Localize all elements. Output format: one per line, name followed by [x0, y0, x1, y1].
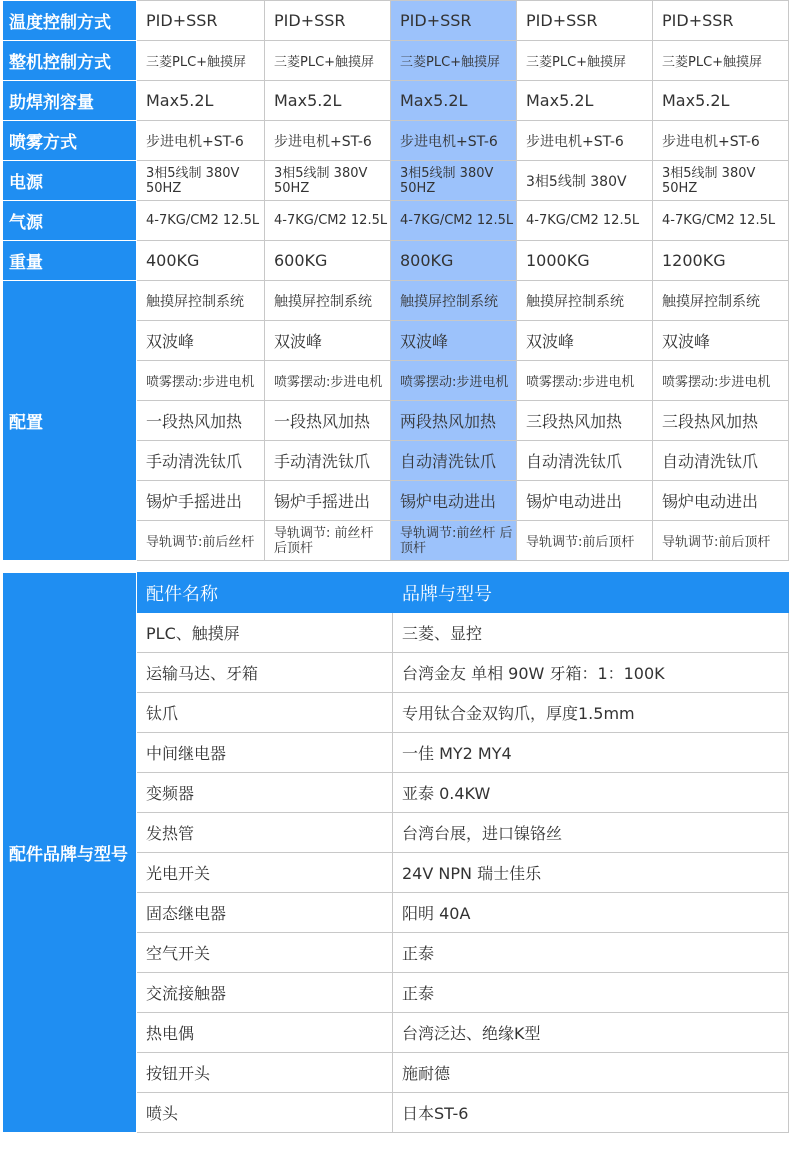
spec-cell: 自动清洗钛爪	[653, 441, 789, 481]
spec-cell: 触摸屏控制系统	[265, 281, 391, 321]
parts-cell-brand: 台湾台展，进口镍铬丝	[393, 813, 789, 853]
spec-cell: 三段热风加热	[653, 401, 789, 441]
spec-cell: 导轨调节:前丝杆 后顶杆	[391, 521, 517, 561]
parts-cell-brand: 日本ST-6	[393, 1093, 789, 1133]
parts-cell-name: 按钮开头	[137, 1053, 393, 1093]
spec-cell: 锡炉电动进出	[653, 481, 789, 521]
spec-row-label: 重量	[3, 241, 137, 281]
parts-cell-name: 喷头	[137, 1093, 393, 1133]
parts-cell-brand: 专用钛合金双钩爪，厚度1.5mm	[393, 693, 789, 733]
spec-cell: 双波峰	[137, 321, 265, 361]
parts-cell-brand: 台湾泛达、绝缘K型	[393, 1013, 789, 1053]
spec-cell: 双波峰	[653, 321, 789, 361]
spec-cell: 步进电机+ST-6	[391, 121, 517, 161]
spec-cell: 触摸屏控制系统	[517, 281, 653, 321]
parts-cell-brand: 三菱、显控	[393, 613, 789, 653]
spec-cell: Max5.2L	[653, 81, 789, 121]
spec-cell: 一段热风加热	[137, 401, 265, 441]
spec-cell: PID+SSR	[653, 1, 789, 41]
spec-table-body	[3, 0, 789, 561]
spec-cell: 触摸屏控制系统	[391, 281, 517, 321]
spec-cell: 三段热风加热	[517, 401, 653, 441]
spec-cell: 自动清洗钛爪	[391, 441, 517, 481]
spec-cell: 4-7KG/CM2 12.5L	[137, 201, 265, 241]
spec-cell: 400KG	[137, 241, 265, 281]
spec-row	[3, 1, 789, 41]
spec-cell: 三菱PLC+触摸屏	[517, 41, 653, 81]
parts-header-brand: 品牌与型号	[393, 573, 789, 613]
parts-cell-name: 发热管	[137, 813, 393, 853]
parts-cell-brand: 台湾金友 单相 90W 牙箱：1：100K	[393, 653, 789, 693]
spec-cell: 800KG	[391, 241, 517, 281]
spec-cell: 双波峰	[391, 321, 517, 361]
spec-row	[3, 241, 789, 281]
spec-cell: PID+SSR	[391, 1, 517, 41]
parts-header-name: 配件名称	[137, 573, 393, 613]
spec-cell: 喷雾摆动:步进电机	[391, 361, 517, 401]
spec-cell: 三菱PLC+触摸屏	[653, 41, 789, 81]
spec-cell: 4-7KG/CM2 12.5L	[391, 201, 517, 241]
parts-cell-name: 中间继电器	[137, 733, 393, 773]
spec-row-label: 电源	[3, 161, 137, 201]
parts-cell-name: 运输马达、牙箱	[137, 653, 393, 693]
spec-cell: PID+SSR	[137, 1, 265, 41]
spec-cell: 1200KG	[653, 241, 789, 281]
parts-header-row	[3, 573, 789, 613]
spec-cell: 3相5线制 380V 50HZ	[391, 161, 517, 201]
spec-cell: 步进电机+ST-6	[137, 121, 265, 161]
spec-cell: 锡炉电动进出	[391, 481, 517, 521]
spec-cell: 4-7KG/CM2 12.5L	[517, 201, 653, 241]
spec-cell: 3相5线制 380V 50HZ	[265, 161, 391, 201]
spec-row	[3, 161, 789, 201]
spec-cell: 锡炉手摇进出	[137, 481, 265, 521]
spec-cell: 双波峰	[265, 321, 391, 361]
spec-cell: 锡炉手摇进出	[265, 481, 391, 521]
parts-cell-name: 固态继电器	[137, 893, 393, 933]
parts-cell-name: 变频器	[137, 773, 393, 813]
spec-cell: Max5.2L	[517, 81, 653, 121]
spec-row	[3, 121, 789, 161]
spec-cell: 喷雾摆动:步进电机	[653, 361, 789, 401]
spec-cell: Max5.2L	[265, 81, 391, 121]
spec-cell: 手动清洗钛爪	[137, 441, 265, 481]
parts-cell-brand: 24V NPN 瑞士佳乐	[393, 853, 789, 893]
parts-cell-brand: 阳明 40A	[393, 893, 789, 933]
spec-cell: 两段热风加热	[391, 401, 517, 441]
spec-cell: 导轨调节:前后顶杆	[517, 521, 653, 561]
spec-row	[3, 81, 789, 121]
parts-cell-name: PLC、触摸屏	[137, 613, 393, 653]
spec-cell: 3相5线制 380V 50HZ	[137, 161, 265, 201]
parts-cell-brand: 正泰	[393, 933, 789, 973]
spec-cell: PID+SSR	[265, 1, 391, 41]
spec-cell: 手动清洗钛爪	[265, 441, 391, 481]
spec-cell: PID+SSR	[517, 1, 653, 41]
parts-cell-brand: 一佳 MY2 MY4	[393, 733, 789, 773]
spec-cell: 600KG	[265, 241, 391, 281]
spec-cell: 双波峰	[517, 321, 653, 361]
spec-cell: 自动清洗钛爪	[517, 441, 653, 481]
spec-cell: 4-7KG/CM2 12.5L	[265, 201, 391, 241]
spec-cell: 三菱PLC+触摸屏	[265, 41, 391, 81]
spec-table	[2, 0, 789, 561]
parts-cell-name: 空气开关	[137, 933, 393, 973]
spec-cell: 步进电机+ST-6	[653, 121, 789, 161]
spec-cell: 喷雾摆动:步进电机	[137, 361, 265, 401]
spec-row-label: 配置	[3, 281, 137, 561]
parts-table-body	[3, 573, 789, 1133]
spec-row-label: 喷雾方式	[3, 121, 137, 161]
spec-cell: 1000KG	[517, 241, 653, 281]
spec-row-label: 气源	[3, 201, 137, 241]
spec-row	[3, 281, 789, 321]
parts-cell-name: 交流接触器	[137, 973, 393, 1013]
spec-row-label: 整机控制方式	[3, 41, 137, 81]
parts-table	[2, 572, 789, 1133]
parts-cell-name: 热电偶	[137, 1013, 393, 1053]
spec-cell: Max5.2L	[137, 81, 265, 121]
spec-cell: 3相5线制 380V	[517, 161, 653, 201]
parts-cell-brand: 亚泰 0.4KW	[393, 773, 789, 813]
spec-cell: 触摸屏控制系统	[137, 281, 265, 321]
spec-cell: 导轨调节:前后顶杆	[653, 521, 789, 561]
spec-cell: 喷雾摆动:步进电机	[265, 361, 391, 401]
spec-cell: 喷雾摆动:步进电机	[517, 361, 653, 401]
spec-cell: 3相5线制 380V 50HZ	[653, 161, 789, 201]
spec-row	[3, 41, 789, 81]
spec-cell: 4-7KG/CM2 12.5L	[653, 201, 789, 241]
spec-cell: 步进电机+ST-6	[265, 121, 391, 161]
spec-cell: 一段热风加热	[265, 401, 391, 441]
spec-cell: 锡炉电动进出	[517, 481, 653, 521]
parts-cell-brand: 正泰	[393, 973, 789, 1013]
spec-cell: Max5.2L	[391, 81, 517, 121]
spec-row-label: 助焊剂容量	[3, 81, 137, 121]
parts-cell-brand: 施耐德	[393, 1053, 789, 1093]
spec-cell: 三菱PLC+触摸屏	[137, 41, 265, 81]
spec-cell: 触摸屏控制系统	[653, 281, 789, 321]
spec-cell: 导轨调节: 前丝杆 后顶杆	[265, 521, 391, 561]
spec-cell: 三菱PLC+触摸屏	[391, 41, 517, 81]
spec-cell: 步进电机+ST-6	[517, 121, 653, 161]
parts-cell-name: 钛爪	[137, 693, 393, 733]
spec-row-label: 温度控制方式	[3, 1, 137, 41]
parts-section-label: 配件品牌与型号	[3, 573, 137, 1133]
parts-cell-name: 光电开关	[137, 853, 393, 893]
spec-row	[3, 201, 789, 241]
spec-cell: 导轨调节:前后丝杆	[137, 521, 265, 561]
